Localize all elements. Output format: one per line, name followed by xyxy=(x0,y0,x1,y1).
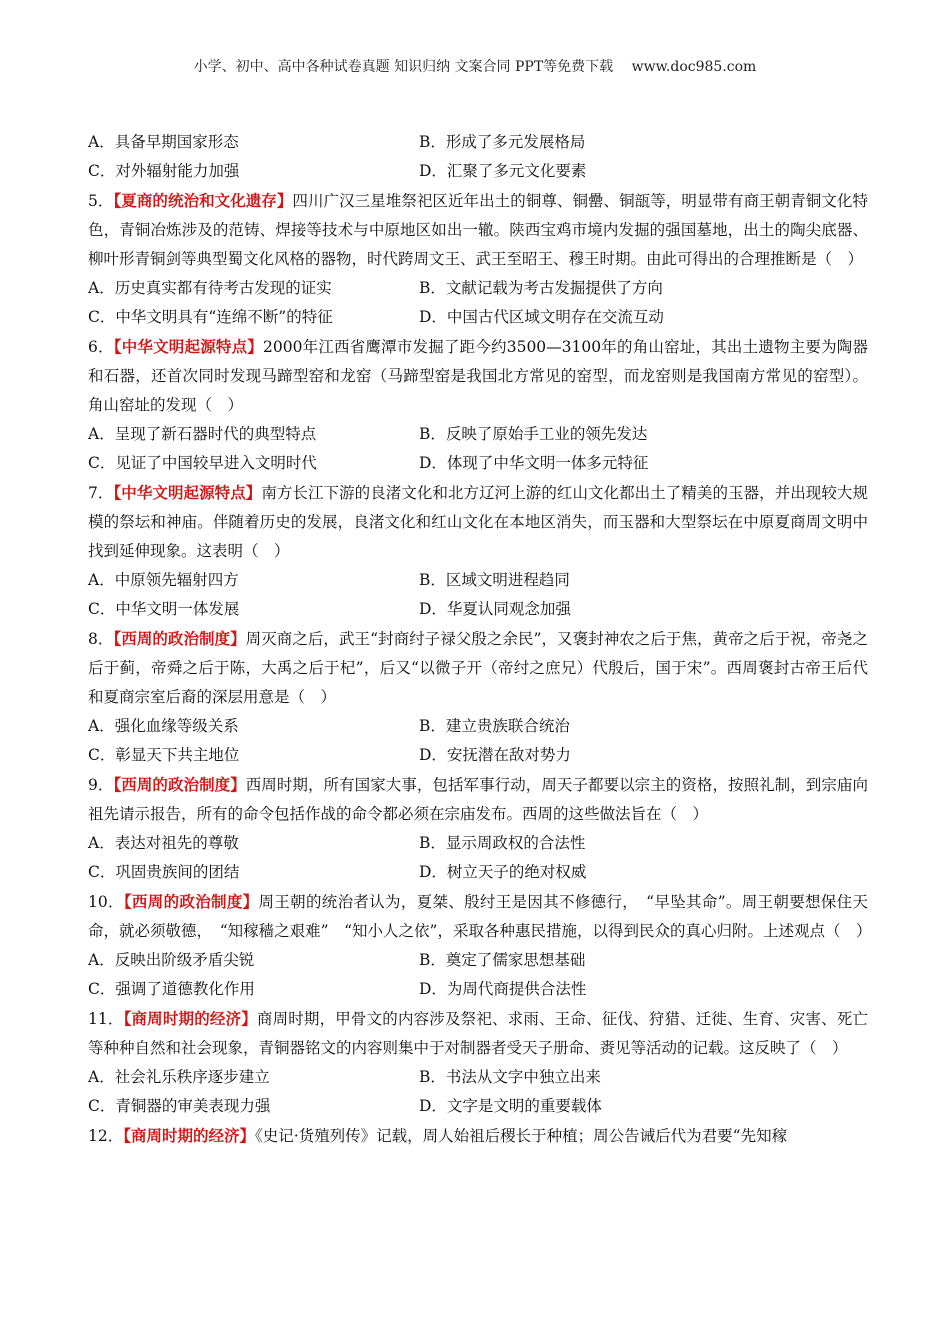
question-text: 四川广汉三星堆祭祀区近年出土的铜尊、铜罍、铜瓿等，明显带有商王朝青铜文化特色，青铜冶炼涉及的范铸、焊接等技术与中原地区如出一辙。陕西宝鸡市境内发掘的强国墓地，出土的陶尖底器、柳叶形青铜剑等典型蜀文化风格的器物，时代跨周文王、武王至昭王、穆王时期。由此可得出的合理推断是（ ） xyxy=(88,192,868,268)
question-text: 《史记·货殖列传》记载，周人始祖后稷长于种植；周公告诫后代为君要“先知稼 xyxy=(255,1127,788,1145)
question-9 xyxy=(88,770,868,829)
option-d: D．为周代商提供合法性 xyxy=(419,980,587,998)
options-q9 xyxy=(88,829,868,887)
question-number: 8． xyxy=(88,630,114,648)
question-tag: 【夏商的统治和文化遗存】 xyxy=(113,191,293,210)
question-number: 11． xyxy=(88,1010,124,1028)
option-d: D．安抚潜在敌对势力 xyxy=(419,746,571,764)
option-b: B．奠定了儒家思想基础 xyxy=(419,951,586,969)
options-q8 xyxy=(88,712,868,770)
question-text: 西周时期，所有国家大事，包括军事行动，周天子都要以宗主的资格，按照礼制，到宗庙向祖先请示报告，所有的命令包括作战的命令都必须在宗庙发布。西周的这些做法旨在（ ） xyxy=(88,776,868,823)
question-tag: 【中华文明起源特点】 xyxy=(113,337,263,356)
options-q4 xyxy=(88,128,868,186)
options-q7 xyxy=(88,566,868,624)
option-a: A．强化血缘等级关系 xyxy=(88,717,239,735)
option-c: C．青铜器的审美表现力强 xyxy=(88,1097,271,1115)
option-d: D．华夏认同观念加强 xyxy=(419,600,571,618)
question-text: 周王朝的统治者认为，夏桀、殷纣王是因其不修德行， “早坠其命”。周王朝要想保住天命，就必须敬德， “知稼穑之艰难” “知小人之依”，采取各种惠民措施，以得到民众的真心归附。上述观点（ ） xyxy=(88,893,872,940)
question-number: 6． xyxy=(88,338,114,356)
option-d: D．树立天子的绝对权威 xyxy=(419,863,587,881)
question-number: 5． xyxy=(88,192,114,210)
question-number: 10． xyxy=(88,893,124,911)
option-a: A．历史真实都有待考古发现的证实 xyxy=(88,279,332,297)
option-c: C．巩固贵族间的团结 xyxy=(88,863,240,881)
option-a: A．反映出阶级矛盾尖锐 xyxy=(88,951,255,969)
option-d: D．汇聚了多元文化要素 xyxy=(419,162,587,180)
question-number: 9． xyxy=(88,776,114,794)
option-c: C．中华文明具有“连绵不断”的特征 xyxy=(88,308,333,326)
option-d: D．文字是文明的重要载体 xyxy=(419,1097,602,1115)
question-6 xyxy=(88,332,868,420)
question-text: 2000年江西省鹰潭市发掘了距今约3500—3100年的角山窑址，其出土遗物主要为陶器和石器，还首次同时发现马蹄型窑和龙窑（马蹄型窑是我国北方常见的窑型，而龙窑则是我国南方常见的窑型）。角山窑址的发现（ ） xyxy=(88,338,868,414)
option-d: D．中国古代区域文明存在交流互动 xyxy=(419,308,664,326)
option-b: B．形成了多元发展格局 xyxy=(419,133,586,151)
options-q6 xyxy=(88,420,868,478)
question-7 xyxy=(88,478,868,566)
option-b: B．书法从文字中独立出来 xyxy=(419,1068,601,1086)
question-tag: 【商周时期的经济】 xyxy=(123,1126,255,1145)
question-10 xyxy=(88,887,872,946)
question-number: 7． xyxy=(88,484,114,502)
question-tag: 【西周的政治制度】 xyxy=(113,775,246,794)
option-c: C．强调了道德教化作用 xyxy=(88,980,255,998)
option-b: B．显示周政权的合法性 xyxy=(419,834,586,852)
question-tag: 【商周时期的经济】 xyxy=(123,1009,257,1028)
option-c: C．见证了中国较早进入文明时代 xyxy=(88,454,317,472)
options-q11 xyxy=(88,1063,868,1121)
option-d: D．体现了中华文明一体多元特征 xyxy=(419,454,649,472)
option-c: C．对外辐射能力加强 xyxy=(88,162,240,180)
options-q10 xyxy=(88,946,868,1004)
question-tag: 【西周的政治制度】 xyxy=(113,629,246,648)
option-a: A．具备早期国家形态 xyxy=(88,133,239,151)
option-b: B．区域文明进程趋同 xyxy=(419,571,570,589)
option-c: C．中华文明一体发展 xyxy=(88,600,240,618)
option-c: C．彰显天下共主地位 xyxy=(88,746,240,764)
question-number: 12． xyxy=(88,1127,124,1145)
options-q5 xyxy=(88,274,868,332)
question-tag: 【西周的政治制度】 xyxy=(123,892,259,911)
option-b: B．建立贵族联合统治 xyxy=(419,717,570,735)
question-tag: 【中华文明起源特点】 xyxy=(113,483,262,502)
question-text: 周灭商之后，武王“封商纣子禄父殷之余民”，又褒封神农之后于焦，黄帝之后于祝，帝尧之后于蓟，帝舜之后于陈，大禹之后于杞”，后又“以微子开（帝纣之庶兄）代殷后，国于宋”。西周褒封古帝王后代和夏商宗室后裔的深层用意是（ ） xyxy=(88,630,868,706)
question-8 xyxy=(88,624,868,712)
question-12 xyxy=(88,1121,868,1151)
option-a: A．社会礼乐秩序逐步建立 xyxy=(88,1068,270,1086)
option-b: B．文献记载为考古发掘提供了方向 xyxy=(419,279,663,297)
question-list xyxy=(88,128,872,1151)
option-a: A．中原领先辐射四方 xyxy=(88,571,239,589)
question-text: 商周时期，甲骨文的内容涉及祭祀、求雨、王命、征伐、狩猎、迁徙、生育、灾害、死亡等种种自然和社会现象，青铜器铭文的内容则集中于对制器者受天子册命、赉见等活动的记载。这反映了（ ） xyxy=(88,1010,868,1057)
page-header: 小学、初中、高中各种试卷真题 知识归纳 文案合同 PPT等免费下载 www.doc985.com xyxy=(193,59,757,75)
question-5 xyxy=(88,186,868,274)
question-text: 南方长江下游的良渚文化和北方辽河上游的红山文化都出土了精美的玉器，并出现较大规模的祭坛和神庙。伴随着历史的发展，良渚文化和红山文化在本地区消失，而玉器和大型祭坛在中原夏商周文明中找到延伸现象。这表明（ ） xyxy=(88,484,868,560)
option-a: A．呈现了新石器时代的典型特点 xyxy=(88,425,317,443)
question-11 xyxy=(88,1004,868,1063)
option-b: B．反映了原始手工业的领先发达 xyxy=(419,425,648,443)
option-a: A．表达对祖先的尊敬 xyxy=(88,834,239,852)
